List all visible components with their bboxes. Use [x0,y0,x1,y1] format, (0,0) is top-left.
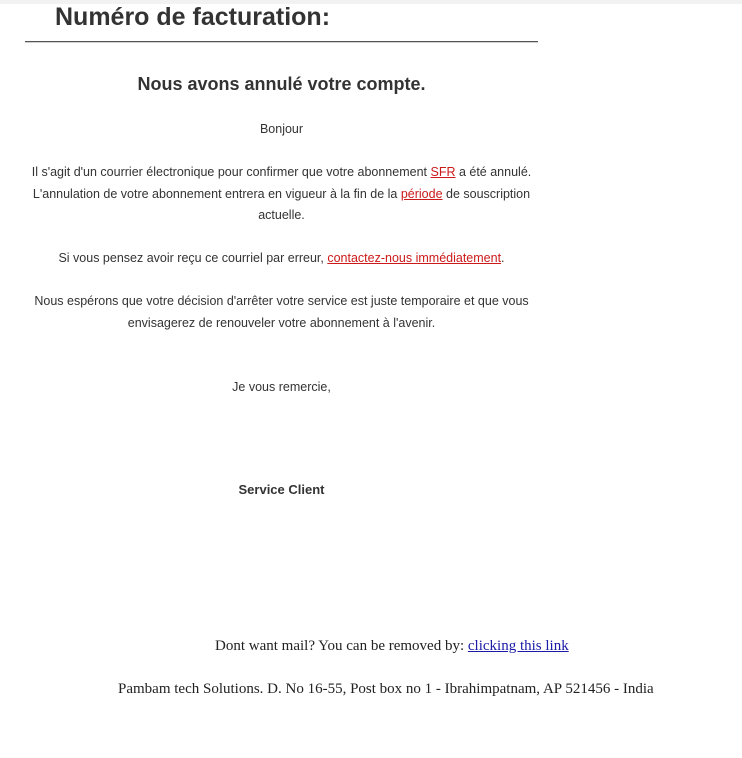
error-text-1: Si vous pensez avoir reçu ce courriel par erreur, [58,251,328,265]
greeting: Bonjour [259,122,304,136]
renewal-paragraph: Nous espérons que votre décision d'arrêter votre service est juste temporaire et que vous envisagerez de renouveler votre abonnement à l'avenir. [34,294,529,330]
signature: Service Client [238,482,325,497]
sfr-link[interactable]: SFR [430,165,456,179]
contact-us-link[interactable]: contactez-nous immédiatement [327,251,502,265]
cancellation-heading: Nous avons annulé votre compte. [137,74,426,94]
unsubscribe-line [215,638,569,655]
title-divider [25,41,538,43]
confirmation-text-3: de souscription actuelle. [258,186,531,222]
email-body [25,0,538,497]
confirmation-paragraph [25,162,538,227]
confirmation-text-2: a été annulé. L'annulation de votre abonnement entrera en vigueur à la fin de la [32,165,532,201]
periode-link[interactable]: période [400,186,443,201]
error-paragraph [25,248,538,270]
error-text-2: . [501,251,505,265]
billing-number-title: Numéro de facturation: [55,3,331,31]
signoff: Je vous remercie, [232,380,331,394]
footer-address: Pambam tech Solutions. D. No 16-55, Post box no 1 - Ibrahimpatnam, AP 521456 - India [118,681,654,697]
unsubscribe-text: Dont want mail? You can be removed by: [215,638,468,654]
confirmation-text-1: Il s'agit d'un courrier électronique pour confirmer que votre abonnement [31,165,431,179]
unsubscribe-link[interactable]: clicking this link [467,638,569,654]
